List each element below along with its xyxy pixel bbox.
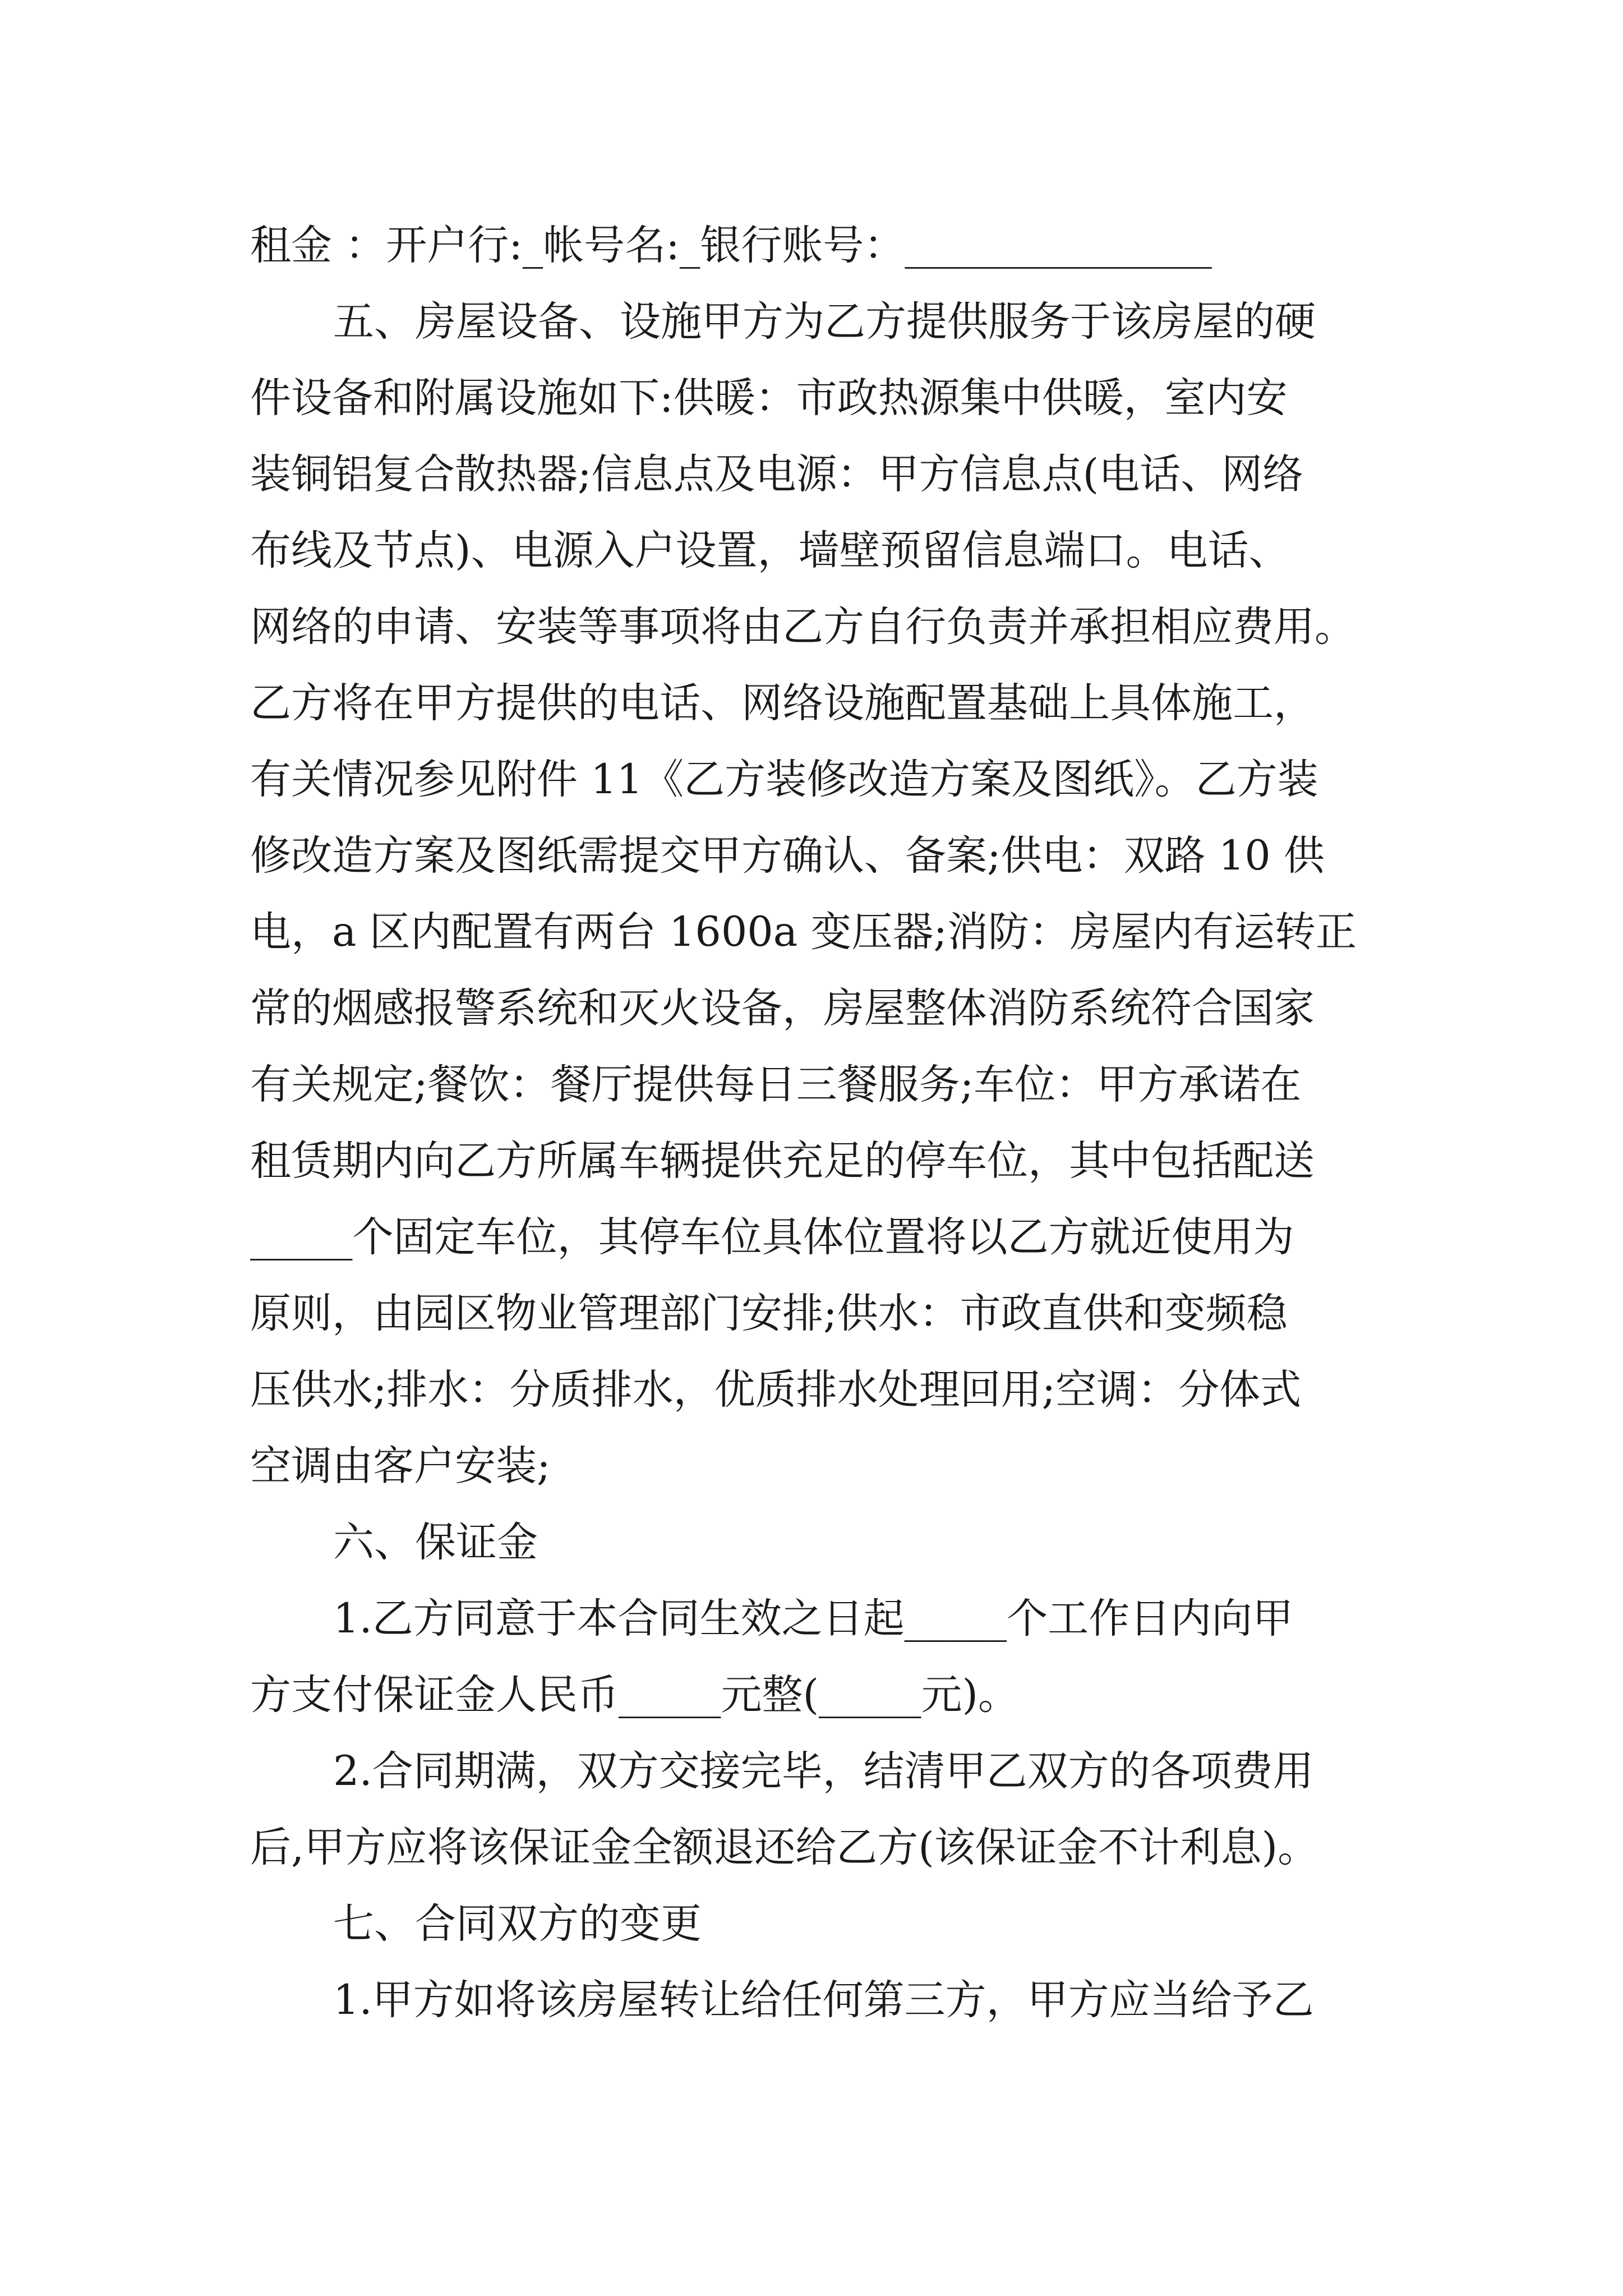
section-5-heading-line: 五、房屋设备、设施甲方为乙方提供服务于该房屋的硬 xyxy=(333,298,1316,346)
text-line: 装铜铝复合散热器;信息点及电源：甲方信息点(电话、网络 xyxy=(250,450,1304,498)
text-line: 修改造方案及图纸需提交甲方确认、备案;供电：双路 10 供 xyxy=(250,832,1325,880)
document-page xyxy=(250,208,1372,2039)
text-line: 件设备和附属设施如下:供暖：市政热源集中供暖，室内安 xyxy=(250,374,1288,422)
text-line: 乙方将在甲方提供的电话、网络设施配置基础上具体施工， xyxy=(250,679,1315,727)
text-line: 后,甲方应将该保证金全额退还给乙方(该保证金不计利息)。 xyxy=(250,1824,1319,1871)
clause-7-1-line: 1.甲方如将该房屋转让给任何第三方，甲方应当给予乙 xyxy=(333,1976,1314,2024)
text-line: 常的烟感报警系统和灭火设备，房屋整体消防系统符合国家 xyxy=(250,984,1315,1032)
text-line: _____个固定车位，其停车位具体位置将以乙方就近使用为 xyxy=(250,1213,1294,1261)
text-line: 布线及节点)、电源入户设置，墙壁预留信息端口。电话、 xyxy=(250,527,1290,574)
text-line: 有关情况参见附件 11《乙方装修改造方案及图纸》。乙方装 xyxy=(250,756,1318,803)
text-line: 电，a 区内配置有两台 1600a 变压器;消防：房屋内有运转正 xyxy=(250,908,1357,956)
section-6-heading: 六、保证金 xyxy=(333,1519,538,1566)
text-line: 压供水;排水：分质排水，优质排水处理回用;空调：分体式 xyxy=(250,1366,1302,1414)
text-line: 租赁期内向乙方所属车辆提供充足的停车位，其中包括配送 xyxy=(250,1137,1315,1185)
text-line: 有关规定;餐饮：餐厅提供每日三餐服务;车位：甲方承诺在 xyxy=(250,1061,1302,1108)
text-line: 原则，由园区物业管理部门安排;供水：市政直供和变频稳 xyxy=(250,1290,1288,1337)
text-line: 方支付保证金人民币_____元整(_____元)。 xyxy=(250,1671,1019,1719)
text-line-rent-account: 租金 ：开户行:_帐号名:_银行账号：_______________ xyxy=(250,222,1212,269)
text-line: 网络的申请、安装等事项将由乙方自行负责并承担相应费用。 xyxy=(250,603,1355,651)
section-7-heading: 七、合同双方的变更 xyxy=(333,1900,702,1948)
clause-6-2-line: 2.合同期满，双方交接完毕，结清甲乙双方的各项费用 xyxy=(333,1747,1314,1795)
text-line: 空调由客户安装; xyxy=(250,1442,551,1490)
clause-6-1-line: 1.乙方同意于本合同生效之日起_____个工作日内向甲 xyxy=(333,1595,1294,1642)
